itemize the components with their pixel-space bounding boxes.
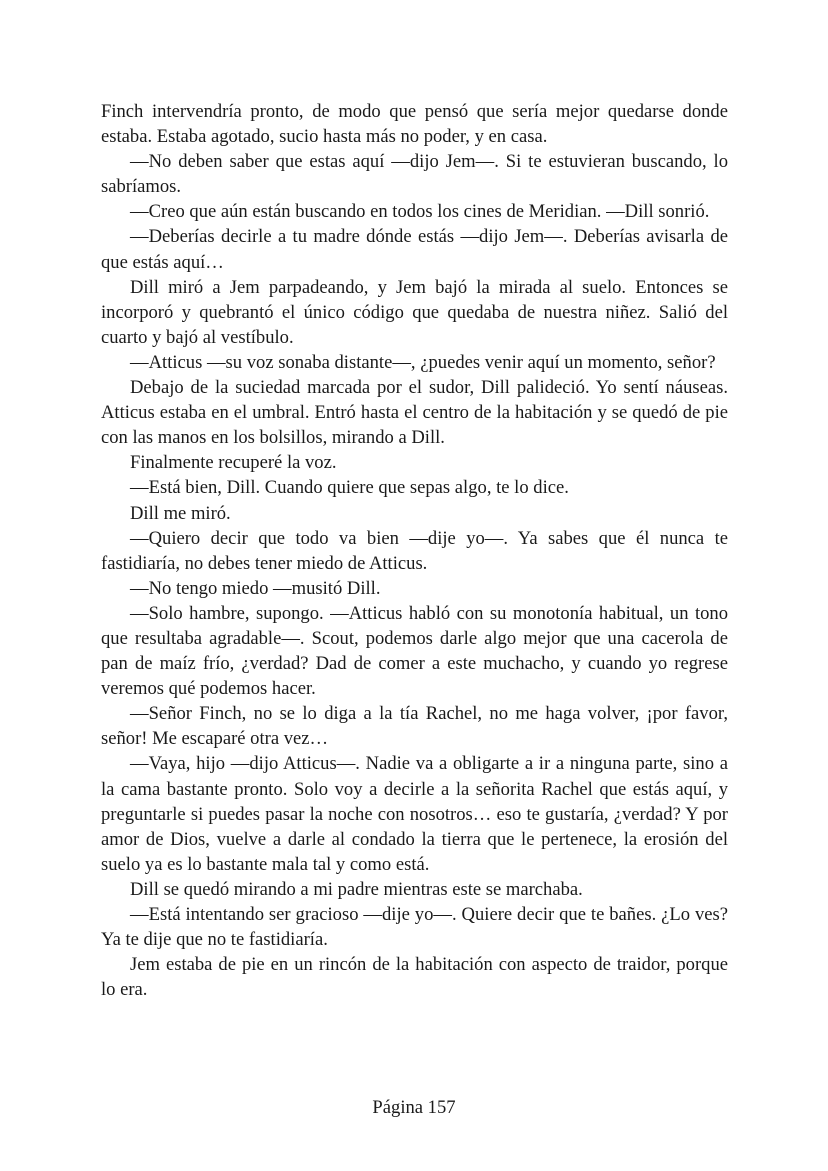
paragraph: Dill me miró. — [130, 502, 231, 524]
paragraph: —Vaya, hijo —dijo Atticus—. Nadie va a obligarte a ir a ninguna parte, sino a la cama bastante pronto. Solo voy a decirle a la señorita Rachel que estás aquí, y preguntarle si puedes pasar la noche con nosotros… eso te gustaría, ¿verdad? Y por amor de Dios, vuelve a darle al condado la tierra que le pertenece, la erosión del suelo ya es lo bastante mala tal y como está. — [101, 753, 728, 875]
paragraph: —No tengo miedo —musitó Dill. — [130, 577, 381, 599]
paragraph: Dill se quedó mirando a mi padre mientras este se marchaba. — [130, 878, 583, 900]
paragraph: —Creo que aún están buscando en todos los cines de Meridian. —Dill sonrió. — [130, 201, 710, 223]
page-body — [101, 99, 728, 1002]
page-number: Página 157 — [372, 1097, 456, 1118]
paragraph: Debajo de la suciedad marcada por el sudor, Dill palideció. Yo sentí náuseas. Atticus estaba en el umbral. Entró hasta el centro de la habitación y se quedó de pie con las manos en los bolsillos, mirando a Dill. — [101, 377, 728, 449]
paragraph: Jem estaba de pie en un rincón de la habitación con aspecto de traidor, porque lo era. — [101, 954, 728, 1001]
paragraph: —Atticus —su voz sonaba distante—, ¿puedes venir aquí un momento, señor? — [130, 351, 716, 373]
paragraph: —Solo hambre, supongo. —Atticus habló con su monotonía habitual, un tono que resultaba agradable—. Scout, podemos darle algo mejor que una cacerola de pan de maíz frío, ¿verdad? Dad de comer a este muchacho, y cuando yo regrese veremos qué podemos hacer. — [101, 602, 728, 700]
paragraph: —Señor Finch, no se lo diga a la tía Rachel, no me haga volver, ¡por favor, señor! Me escaparé otra vez… — [101, 703, 728, 750]
paragraph-continuation: Finch intervendría pronto, de modo que pensó que sería mejor quedarse donde estaba. Estaba agotado, sucio hasta más no poder, y en casa. — [101, 101, 728, 148]
paragraph: —Está intentando ser gracioso —dije yo—. Quiere decir que te bañes. ¿Lo ves? Ya te dije que no te fastidiaría. — [101, 904, 728, 951]
paragraph: —No deben saber que estas aquí —dijo Jem—. Si te estuvieran buscando, lo sabríamos. — [101, 151, 728, 198]
paragraph: —Deberías decirle a tu madre dónde estás —dijo Jem—. Deberías avisarla de que estás aquí… — [101, 226, 728, 273]
paragraph: —Quiero decir que todo va bien —dije yo—. Ya sabes que él nunca te fastidiaría, no debes tener miedo de Atticus. — [101, 527, 728, 574]
paragraph: Dill miró a Jem parpadeando, y Jem bajó la mirada al suelo. Entonces se incorporó y quebrantó el único código que quedaba de nuestra niñez. Salió del cuarto y bajó al vestíbulo. — [101, 276, 728, 348]
paragraph: —Está bien, Dill. Cuando quiere que sepas algo, te lo dice. — [130, 477, 569, 499]
paragraph: Finalmente recuperé la voz. — [130, 452, 337, 474]
